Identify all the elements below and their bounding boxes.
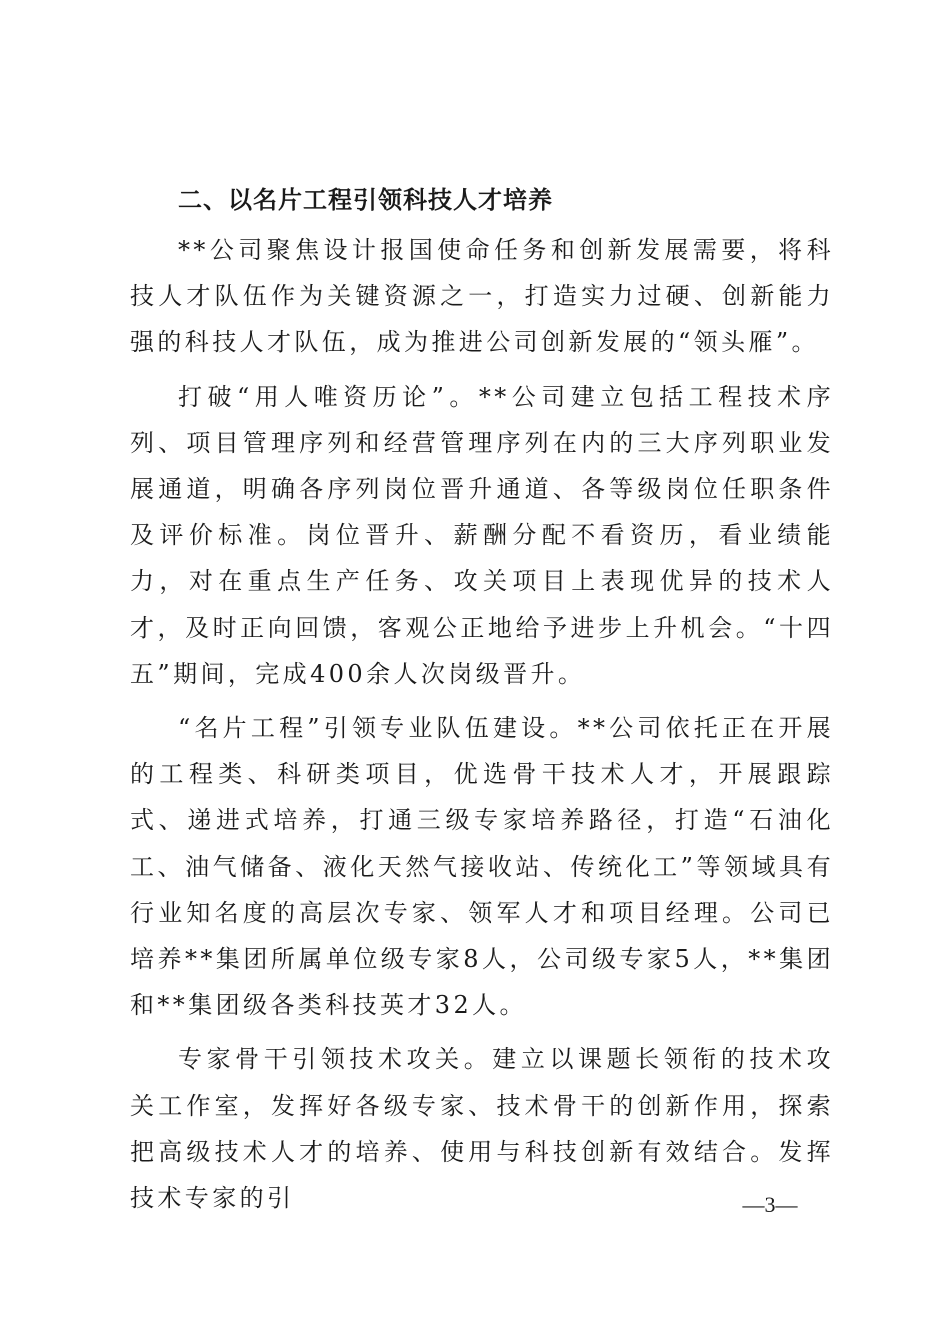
paragraph-name-card-project: “名片工程”引领专业队伍建设。**公司依托正在开展的工程类、科研类项目，优选骨干技术人才，开展跟踪式、递进式培养，打通三级专家培养路径，打造“石油化工、油气储备、液化天然气接收站、传统化工”等领域具有行业知名度的高层次专家、领军人才和项目经理。公司已培养**集团所属单位级专家8人，公司级专家5人，**集团和**集团级各类科技英才32人。 <box>130 714 834 1020</box>
body-text <box>130 227 834 1229</box>
paragraph-break-seniority: 打破“用人唯资历论”。**公司建立包括工程技术序列、项目管理序列和经营管理序列在内的三大序列职业发展通道，明确各序列岗位晋升通道、各等级岗位任职条件及评价标准。岗位晋升、薪酬分配不看资历，看业绩能力，对在重点生产任务、攻关项目上表现优异的技术人才，及时正向回馈，客观公正地给予进步上升机会。“十四五”期间，完成400余人次岗级晋升。 <box>130 382 834 688</box>
page-number: —3— <box>742 1192 798 1217</box>
section-heading: 二、以名片工程引领科技人才培养 <box>178 186 553 214</box>
paragraph-expert-leadership: 专家骨干引领技术攻关。建立以课题长领衔的技术攻关工作室，发挥好各级专家、技术骨干的创新作用，探索把高级技术人才的培养、使用与科技创新有效结合。发挥技术专家的引 <box>130 1045 834 1213</box>
paragraph-intro: **公司聚焦设计报国使命任务和创新发展需要，将科技人才队伍作为关键资源之一，打造实力过硬、创新能力强的科技人才队伍，成为推进公司创新发展的“领头雁”。 <box>130 236 834 357</box>
